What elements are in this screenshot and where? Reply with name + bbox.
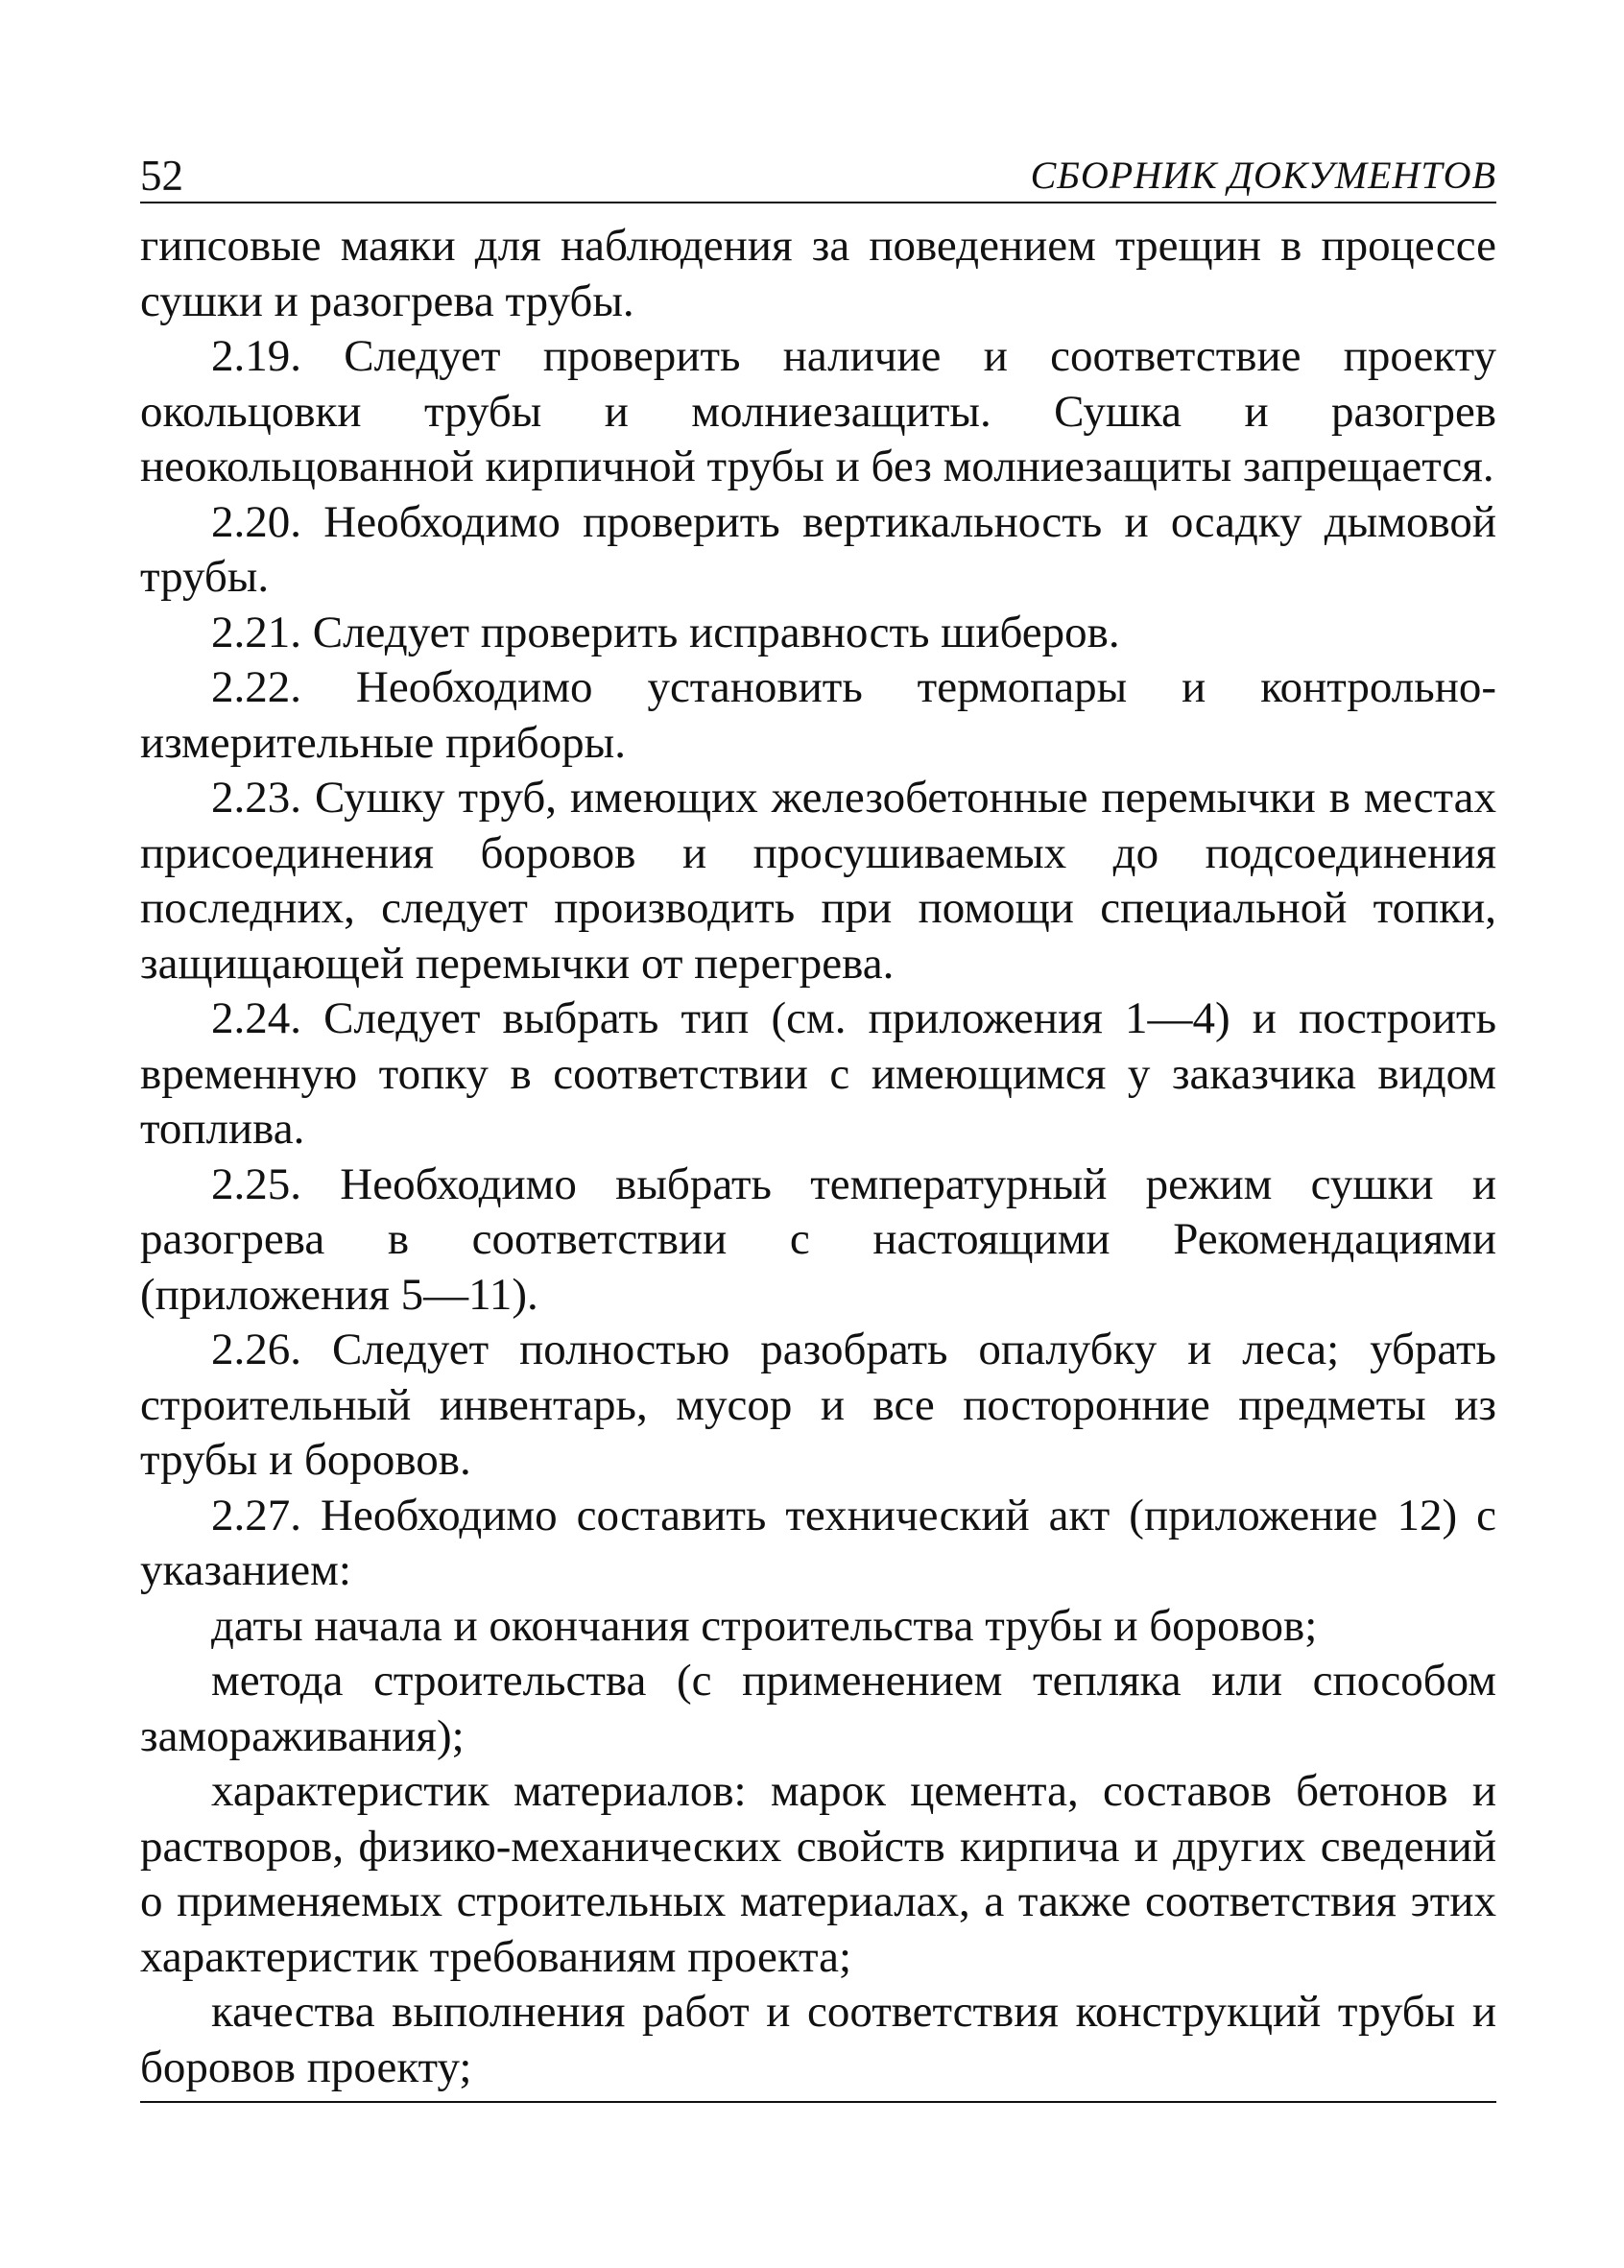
page-number: 52 [140, 152, 183, 200]
paragraph-2-22: 2.22. Необходимо установить термопары и контрольно-измерительные приборы. [140, 662, 1496, 768]
running-header [140, 146, 1496, 203]
paragraph-2-20: 2.20. Необходимо проверить вертикальность и осадку дымовой трубы. [140, 496, 1496, 602]
paragraph-2-23: 2.23. Сушку труб, имеющих железобетонные перемычки в местах присоединения боровов и просушиваемых до подсоединения последних, следует производить при помощи специальной топки, защищающей перемычки от перегрева. [140, 773, 1496, 989]
footer-rule [140, 2101, 1496, 2103]
list-item-quality: качества выполнения работ и соответствия конструкций трубы и боровов проекту; [140, 1987, 1496, 2092]
list-item-materials: характеристик материалов: марок цемента, составов бетонов и растворов, физико-механических свойств кирпича и других сведений о применяемых строительных материалах, а также соответствия этих характеристик требованиям проекта; [140, 1766, 1496, 1982]
body-text [140, 219, 1496, 2095]
collection-title: СБОРНИК ДОКУМЕНТОВ [1030, 154, 1496, 197]
paragraph-2-27: 2.27. Необходимо составить технический акт (приложение 12) с указанием: [140, 1490, 1496, 1595]
list-item-method: метода строительства (с применением тепляка или способом замораживания); [140, 1656, 1496, 1761]
list-item-dates: даты начала и окончания строительства трубы и боровов; [211, 1600, 1318, 1651]
paragraph-continuation: гипсовые маяки для наблюдения за поведением трещин в процессе сушки и разогрева трубы. [140, 221, 1496, 326]
paragraph-2-24: 2.24. Следует выбрать тип (см. приложения 1—4) и построить временную топку в соответствии с имеющимся у заказчика видом топлива. [140, 993, 1496, 1154]
paragraph-2-26: 2.26. Следует полностью разобрать опалубку и леса; убрать строительный инвентарь, мусор и все посторонние предметы из трубы и боровов. [140, 1325, 1496, 1485]
paragraph-2-25: 2.25. Необходимо выбрать температурный режим сушки и разогрева в соответствии с настоящими Рекомендациями (приложения 5—11). [140, 1158, 1496, 1320]
paragraph-2-21: 2.21. Следует проверить исправность шиберов. [211, 607, 1120, 657]
paragraph-2-19: 2.19. Следует проверить наличие и соответствие проекту окольцовки трубы и молниезащиты. Сушка и разогрев неокольцованной кирпичной трубы и без молниезащиты запрещается. [140, 331, 1496, 491]
